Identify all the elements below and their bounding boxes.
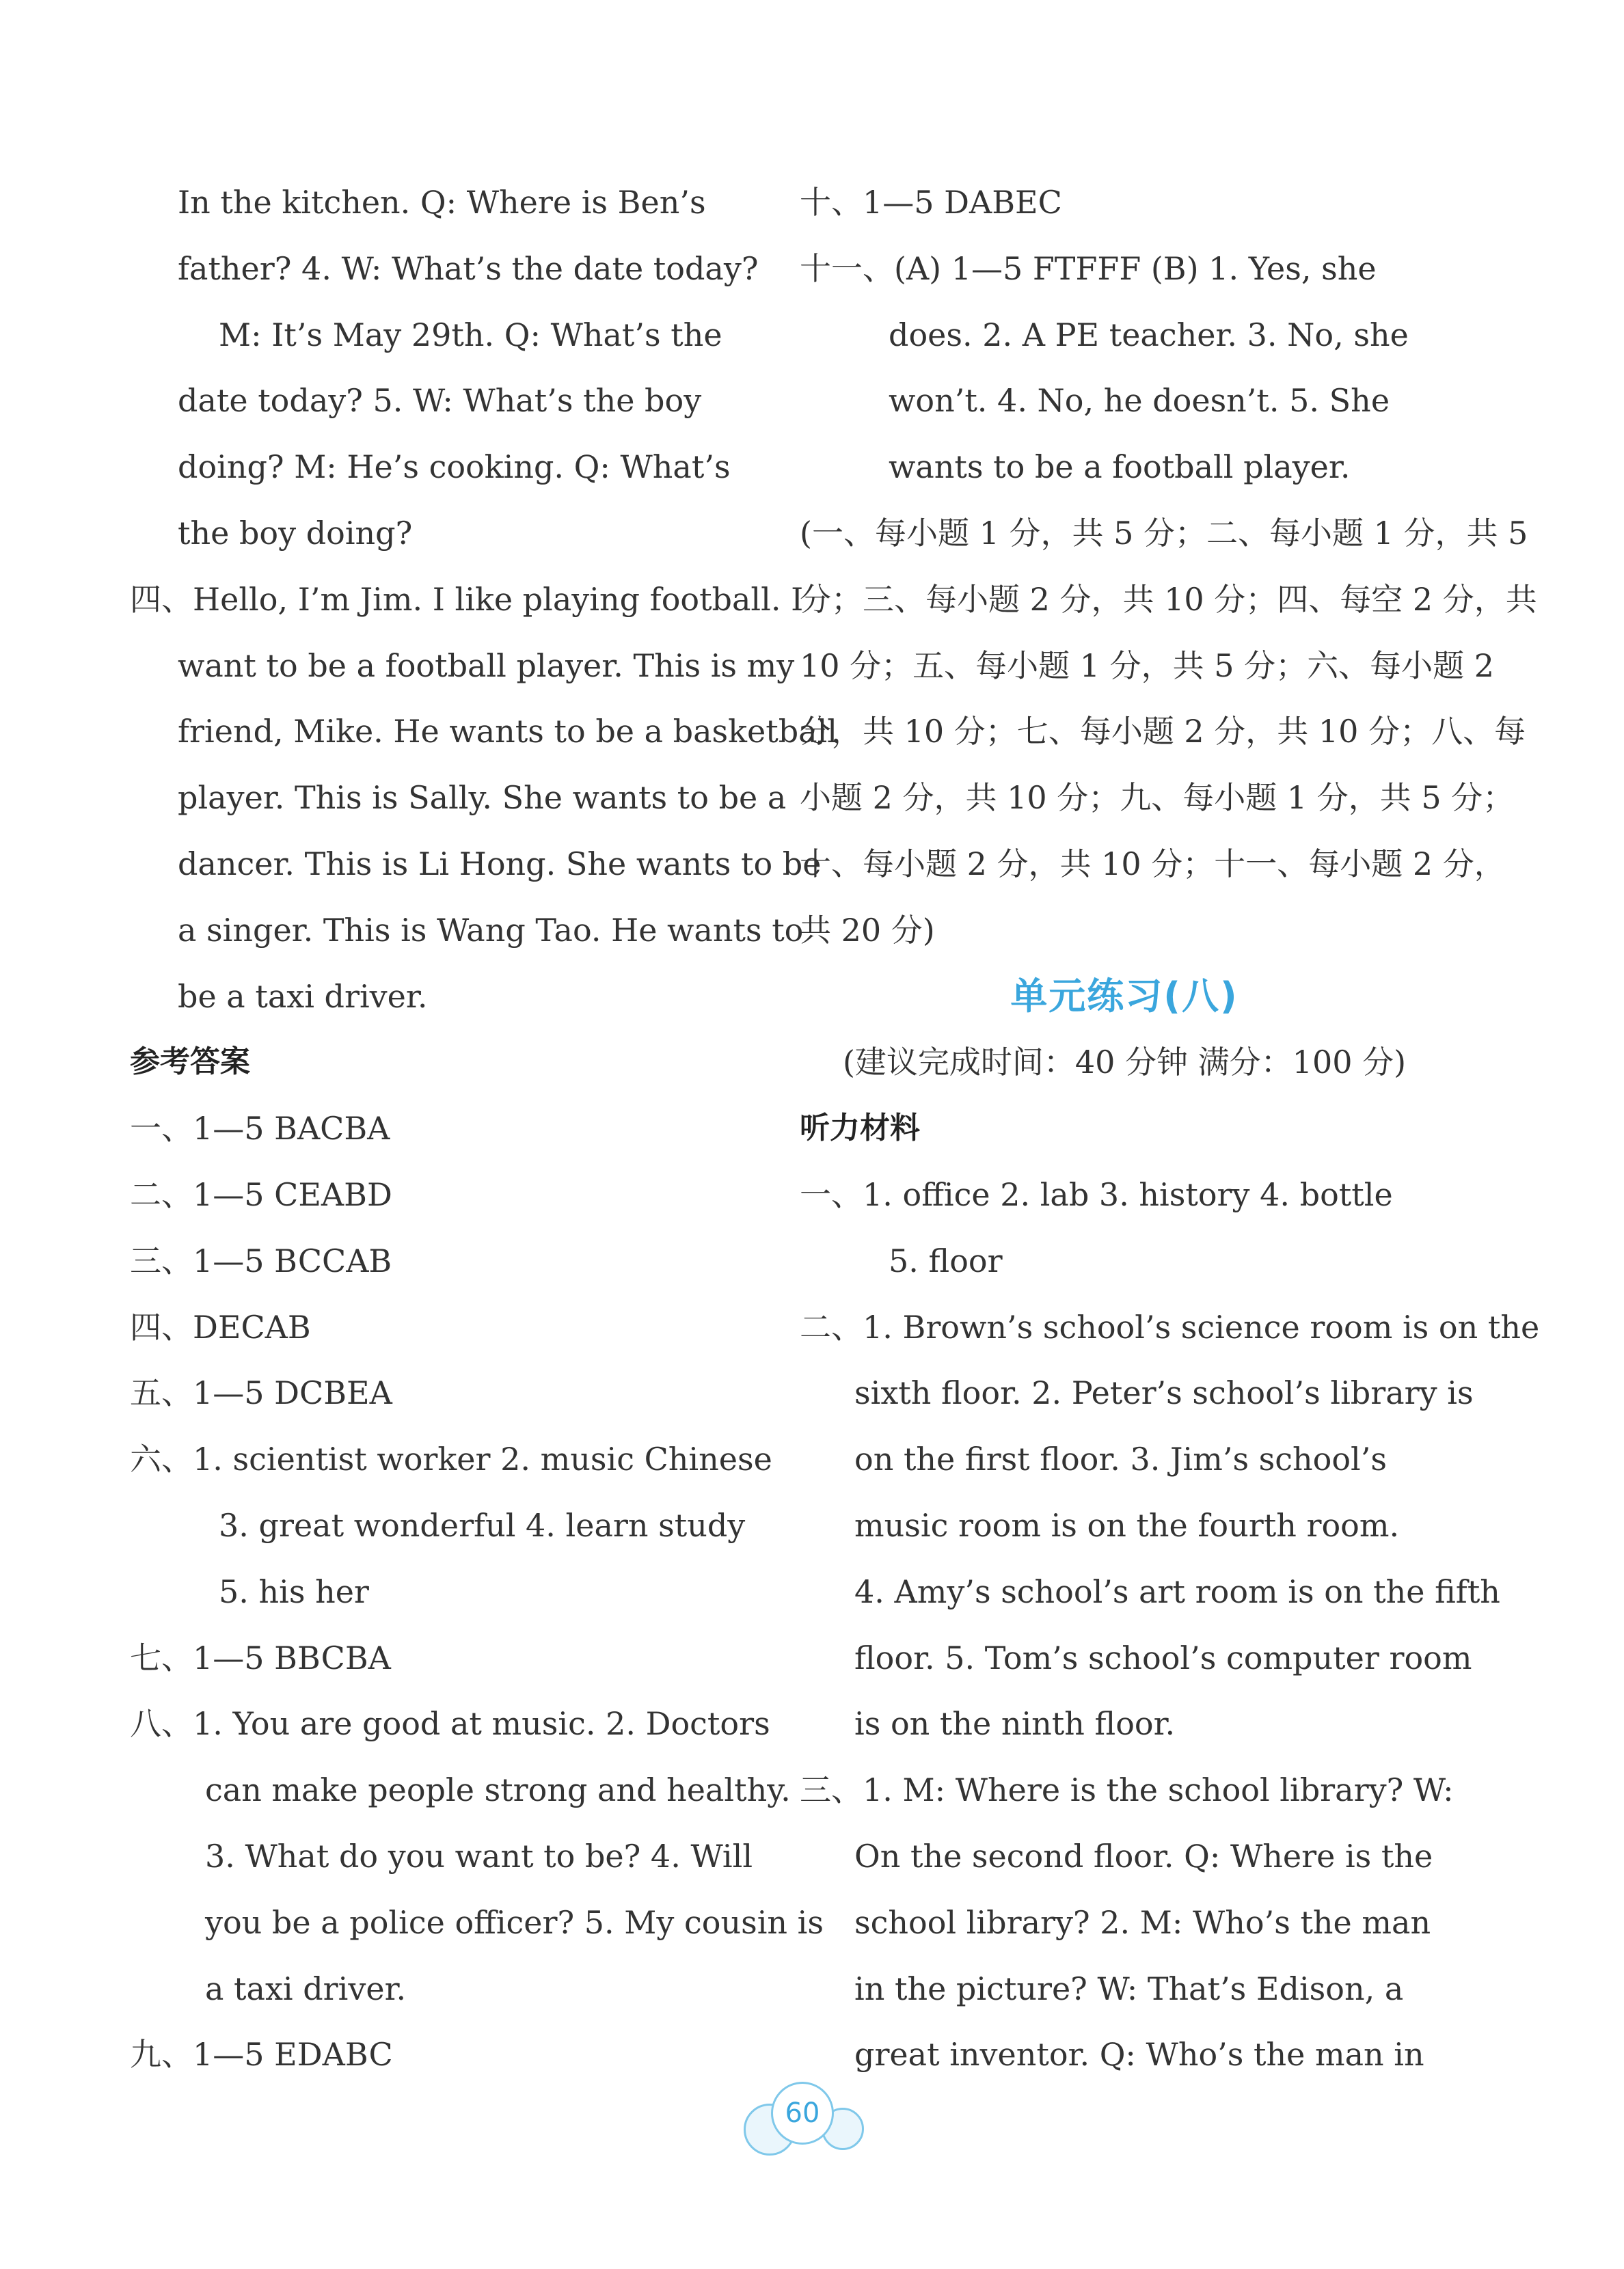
unit-title: 单元练习(八) bbox=[1010, 974, 1239, 1018]
text-line: want to be a football player. This is my bbox=[178, 647, 795, 684]
score-note-line: (一、每小题 1 分，共 5 分；二、每小题 1 分，共 5 bbox=[800, 514, 1528, 552]
answer-line: 5. his her bbox=[219, 1573, 369, 1610]
answer-line: 3. What do you want to be? 4. Will bbox=[205, 1837, 753, 1875]
answer-line: 三、1—5 BCCAB bbox=[130, 1242, 392, 1279]
answer-line: a taxi driver. bbox=[205, 1970, 407, 2007]
text-line: On the second floor. Q: Where is the bbox=[854, 1837, 1433, 1875]
answer-key-heading: 参考答案 bbox=[130, 1044, 250, 1080]
text-line: date today? 5. W: What’s the boy bbox=[178, 382, 702, 420]
text-line: friend, Mike. He wants to be a basketball bbox=[178, 713, 838, 750]
answer-line: won’t. 4. No, he doesn’t. 5. She bbox=[889, 382, 1390, 420]
answer-line: 3. great wonderful 4. learn study bbox=[219, 1506, 746, 1544]
answer-line: 四、DECAB bbox=[130, 1308, 311, 1346]
listening-material-heading: 听力材料 bbox=[800, 1111, 920, 1146]
answer-line: 一、1—5 BACBA bbox=[130, 1110, 390, 1147]
page-number: 60 bbox=[785, 2097, 820, 2129]
text-line: 二、1. Brown’s school’s science room is on the bbox=[800, 1308, 1540, 1346]
text-line: in the picture? W: That’s Edison, a bbox=[854, 1970, 1404, 2007]
answer-line: you be a police officer? 5. My cousin is bbox=[205, 1903, 824, 1941]
text-line: on the first floor. 3. Jim’s school’s bbox=[854, 1441, 1387, 1478]
answer-line: does. 2. A PE teacher. 3. No, she bbox=[889, 316, 1409, 353]
text-line: player. This is Sally. She wants to be a bbox=[178, 779, 787, 817]
text-line: be a taxi driver. bbox=[178, 977, 428, 1015]
text-line: father? 4. W: What’s the date today? bbox=[178, 249, 759, 287]
answer-line: 二、1—5 CEABD bbox=[130, 1176, 392, 1213]
text-line: is on the ninth floor. bbox=[854, 1705, 1176, 1743]
text-line: 4. Amy’s school’s art room is on the fifth bbox=[854, 1573, 1500, 1610]
answer-line: 十、1—5 DABEC bbox=[800, 184, 1062, 221]
left-column bbox=[130, 169, 838, 2088]
text-line: 三、1. M: Where is the school library? W: bbox=[800, 1771, 1454, 1809]
time-score-note: (建议完成时间：40 分钟 满分：100 分) bbox=[842, 1044, 1407, 1081]
text-line: sixth floor. 2. Peter’s school’s library is bbox=[854, 1374, 1474, 1412]
page-number-badge bbox=[738, 2078, 868, 2153]
text-line: doing? M: He’s cooking. Q: What’s bbox=[178, 448, 731, 486]
text-line: music room is on the fourth room. bbox=[854, 1506, 1400, 1544]
answer-line: 五、1—5 DCBEA bbox=[130, 1374, 392, 1412]
text-line: 一、1. office 2. lab 3. history 4. bottle bbox=[800, 1176, 1393, 1213]
text-line: a singer. This is Wang Tao. He wants to bbox=[178, 911, 804, 949]
text-line: In the kitchen. Q: Where is Ben’s bbox=[178, 184, 706, 221]
text-line: dancer. This is Li Hong. She wants to be bbox=[178, 845, 822, 882]
answer-line: 八、1. You are good at music. 2. Doctors bbox=[130, 1705, 770, 1743]
answer-line: can make people strong and healthy. bbox=[205, 1771, 791, 1809]
answer-line: wants to be a football player. bbox=[889, 448, 1351, 486]
text-line: school library? 2. M: Who’s the man bbox=[854, 1903, 1431, 1941]
right-column bbox=[800, 169, 1540, 2088]
score-note-line: 小题 2 分，共 10 分；九、每小题 1 分，共 5 分； bbox=[800, 779, 1515, 817]
text-line: 四、Hello, I’m Jim. I like playing football. I bbox=[130, 580, 804, 618]
score-note-line: 分，共 10 分；七、每小题 2 分，共 10 分；八、每 bbox=[800, 713, 1526, 750]
answer-line: 六、1. scientist worker 2. music Chinese bbox=[130, 1441, 772, 1478]
answer-line: 九、1—5 EDABC bbox=[130, 2036, 393, 2074]
answer-line: 七、1—5 BBCBA bbox=[130, 1639, 391, 1676]
score-note-line: 十、每小题 2 分，共 10 分；十一、每小题 2 分， bbox=[800, 845, 1506, 882]
text-line: M: It’s May 29th. Q: What’s the bbox=[219, 316, 722, 353]
answer-line: 十一、(A) 1—5 FTFFF (B) 1. Yes, she bbox=[800, 249, 1377, 287]
text-line: floor. 5. Tom’s school’s computer room bbox=[854, 1639, 1472, 1676]
score-note-line: 分；三、每小题 2 分，共 10 分；四、每空 2 分，共 bbox=[800, 580, 1537, 618]
score-note-line: 共 20 分) bbox=[800, 911, 935, 949]
text-line: 5. floor bbox=[889, 1242, 1003, 1279]
text-line: the boy doing? bbox=[178, 514, 413, 552]
score-note-line: 10 分；五、每小题 1 分，共 5 分；六、每小题 2 bbox=[800, 647, 1495, 684]
text-line: great inventor. Q: Who’s the man in bbox=[854, 2036, 1424, 2074]
